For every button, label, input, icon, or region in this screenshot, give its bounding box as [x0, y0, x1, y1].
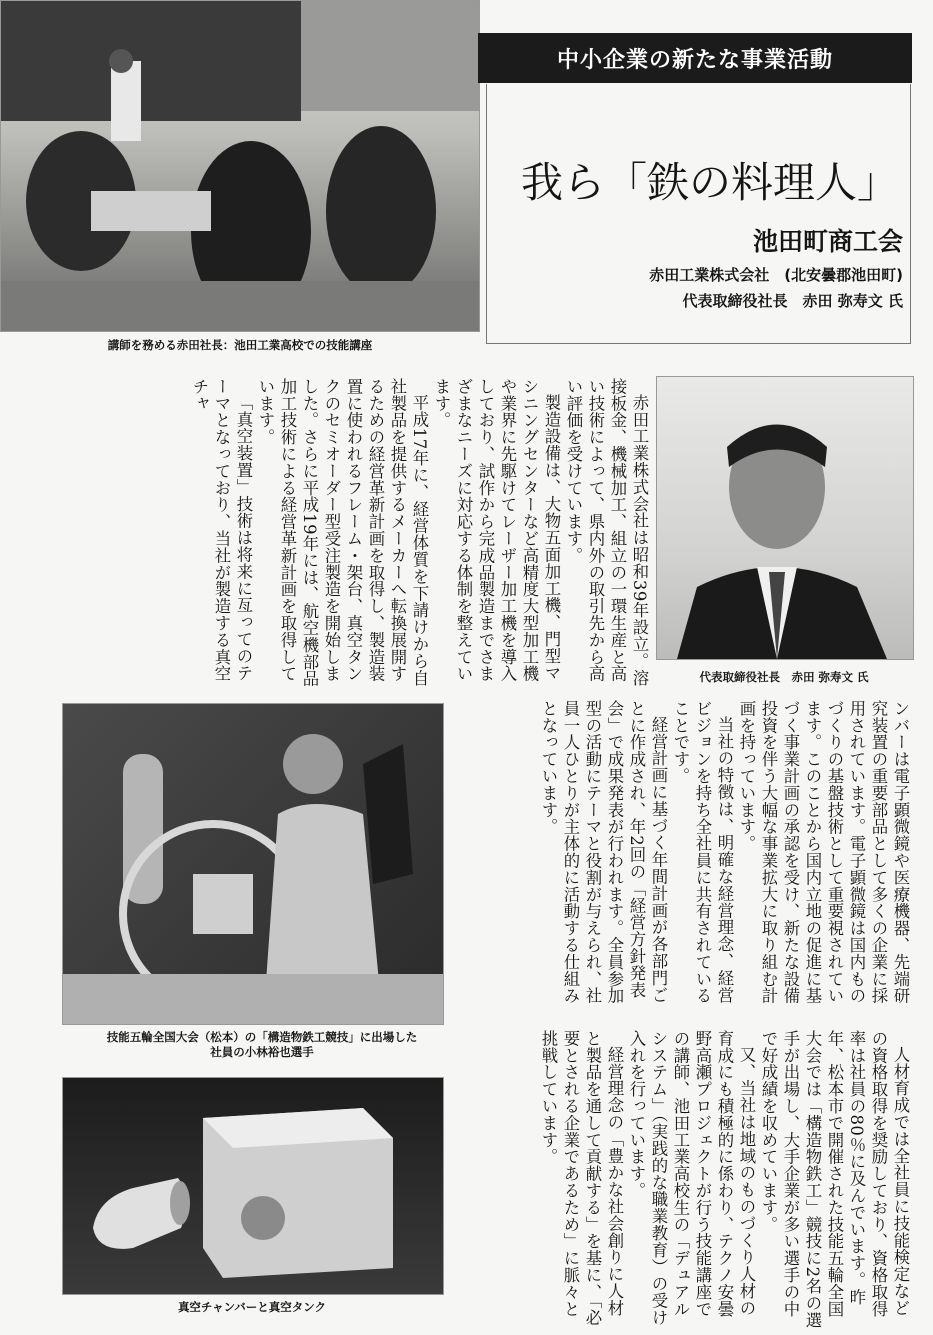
person-name: 代表取締役社長 赤田 弥寿文 氏 [682, 292, 903, 310]
vacuum-photo [62, 1077, 444, 1295]
article-block-3 [455, 1030, 911, 1330]
paragraph: 経営理念の「豊かな社会創りに人材と製品を通して貢献する」を基に、「必要とされる企業であるため」に脈々と挑戦しています。 [539, 1030, 624, 1326]
paragraph: 平成17年に、経営体質を下請けから自社製品を提供するメーカーへ転換展開するための経営革新計画を取得し、製造装置に使われるフレーム・架台、真空タンクのセミオーダー型受注製造を開始しました。さらに平成19年には、航空機部品加工技術による経営革新計画を取得しています。 [256, 378, 429, 688]
header-rule-bottom [486, 343, 910, 344]
classroom-photo [0, 0, 480, 332]
welder-photo [62, 703, 444, 1025]
article-block-1 [110, 378, 650, 696]
paragraph: ンバーは電子顕微鏡や医療機器、先端研究装置の重要部品として多くの企業に採用されています。電子顕微鏡は国内ものづくりの基盤技術として重要視されています。このことから国内立地の促進に基づく事業計画の承認を受け、新たな設備投資を伴う大幅な事業拡大に取り組む計画を持っています。 [737, 700, 910, 1005]
caption-classroom: 講師を務める赤田社長：池田工業高校での技能講座 [107, 338, 373, 352]
caption-portrait: 代表取締役社長 赤田 弥寿文 氏 [699, 670, 869, 684]
paragraph: 当社の特徴は、明確な経営理念、経営ビジョンを持ち全社員に共有されていることです。 [671, 700, 734, 1005]
caption-vacuum: 真空チャンバーと真空タンク [177, 1300, 327, 1314]
article-block-2 [455, 700, 911, 1018]
caption-welder: 技能五輪全国大会（松本）の「構造物鉄工競技」に出場した 社員の小林裕也選手 [106, 1030, 418, 1059]
paragraph: 製造設備は、大物五面加工機、門型マシニングセンターなど高精度大型加工機や業界に先駆けてレーザー加工機を導入しており、試作から完成品製造までさまざまなニーズに対応する体制を整えています。 [432, 378, 561, 683]
company-name: 赤田工業株式会社 (北安曇郡池田町) [649, 266, 903, 284]
organization-name: 池田町商工会 [752, 227, 903, 256]
paragraph: 人材育成では全社員に技能検定などの資格取得を奨励しており、資格取得率は社員の80％に及んでいます。昨年、松本市で開催された技能五輪全国大会では「構造物鉄工」競技に2名の選手が出場し、大手企業が多い選手の中で好成績を収めています。 [759, 1030, 910, 1329]
section-banner: 中小企業の新たな事業活動 [478, 33, 912, 83]
paragraph: 又、当社は地域のものづくり人材の育成にも積極的に係わり、テクノ安曇野高瀬プロジェクトが行う技能講座での講師、池田工業高校生の「デュアルシステム」（実践的な職業教育）の受け入れを行っています。 [627, 1030, 756, 1326]
header-rule-right [910, 84, 911, 344]
header-rule-left [486, 84, 487, 344]
paragraph: 「真空装置」技術は将来に亙ってのテーマとなっており、当社が製造する真空チャ [190, 378, 253, 683]
paragraph: 経営計画に基づく年間計画が各部門ごとに作成され、年2回の「経営方針発表会」で成果発表が行われます。全員参加型の活動にテーマと役割が与えられ、社員一人ひとりが主体的に活動する仕組みとなっています。 [539, 700, 668, 1005]
portrait-photo [656, 376, 914, 660]
paragraph: 赤田工業株式会社は昭和39年設立。溶接板金、機械加工、組立の一環生産と高い技術によって、県内外の取引先から高い評価を受けています。 [564, 378, 649, 687]
headline: 我ら「鉄の料理人」 [520, 158, 899, 207]
